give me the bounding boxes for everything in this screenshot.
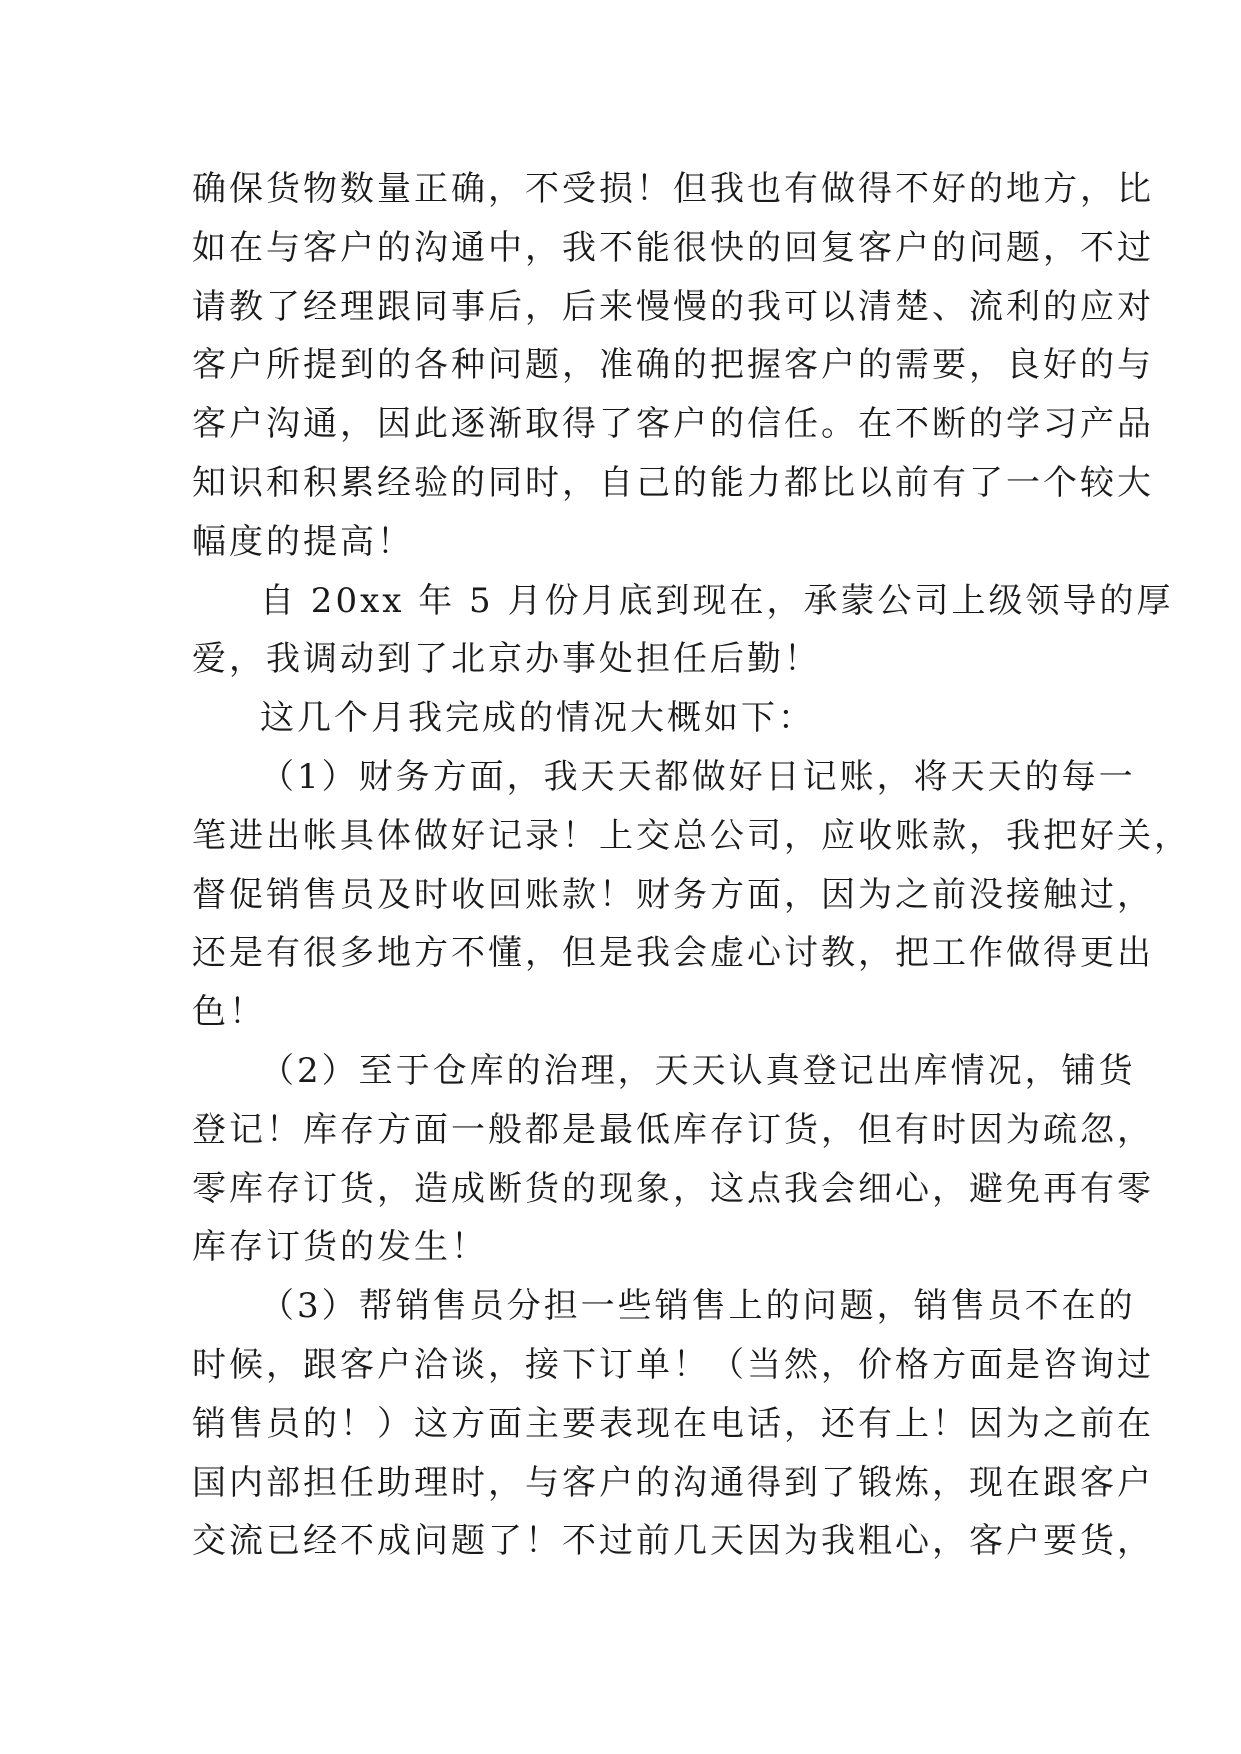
text-line: 交流已经不成问题了！不过前几天因为我粗心，客户要货， bbox=[192, 1521, 1154, 1562]
body-text bbox=[192, 160, 1191, 1571]
text-line: 客户沟通，因此逐渐取得了客户的信任。在不断的学习产品 bbox=[192, 404, 1154, 445]
list-item-2-start: （2）至于仓库的治理，天天认真登记出库情况，铺货 bbox=[260, 1050, 1136, 1091]
paragraph-start-line: 这几个月我完成的情况大概如下： bbox=[260, 698, 815, 739]
text-line: 知识和积累经验的同时，自己的能力都比以前有了一个较大 bbox=[192, 462, 1154, 503]
text-line: 零库存订货，造成断货的现象，这点我会细心，避免再有零 bbox=[192, 1168, 1154, 1209]
text-line: 登记！库存方面一般都是最低库存订货，但有时因为疏忽， bbox=[192, 1109, 1154, 1150]
text-line: 客户所提到的各种问题，准确的把握客户的需要，良好的与 bbox=[192, 345, 1154, 386]
paragraph-start-line: 自 20xx 年 5 月份月底到现在，承蒙公司上级领导的厚 bbox=[260, 580, 1174, 621]
text-line: 色！ bbox=[192, 992, 266, 1033]
text-line: 国内部担任助理时，与客户的沟通得到了锻炼，现在跟客户 bbox=[192, 1462, 1154, 1503]
text-line: 请教了经理跟同事后，后来慢慢的我可以清楚、流利的应对 bbox=[192, 286, 1154, 327]
text-line: 销售员的！）这方面主要表现在电话，还有上！因为之前在 bbox=[192, 1403, 1154, 1444]
text-line: 如在与客户的沟通中，我不能很快的回复客户的问题，不过 bbox=[192, 227, 1154, 268]
list-item-1-start: （1）财务方面，我天天都做好日记账，将天天的每一 bbox=[260, 756, 1136, 797]
text-line: 时候，跟客户洽谈，接下订单！（当然，价格方面是咨询过 bbox=[192, 1344, 1154, 1385]
text-line: 库存订货的发生！ bbox=[192, 1227, 488, 1268]
text-line: 幅度的提高！ bbox=[192, 521, 414, 562]
text-line: 还是有很多地方不懂，但是我会虚心讨教，把工作做得更出 bbox=[192, 933, 1154, 974]
text-line: 确保货物数量正确，不受损！但我也有做得不好的地方，比 bbox=[192, 169, 1154, 209]
text-line: 督促销售员及时收回账款！财务方面，因为之前没接触过， bbox=[192, 874, 1154, 915]
list-item-3-start: （3）帮销售员分担一些销售上的问题，销售员不在的 bbox=[260, 1286, 1136, 1327]
text-line: 笔进出帐具体做好记录！上交总公司，应收账款，我把好关， bbox=[192, 815, 1191, 856]
text-line: 爱，我调动到了北京办事处担任后勤！ bbox=[192, 639, 821, 680]
